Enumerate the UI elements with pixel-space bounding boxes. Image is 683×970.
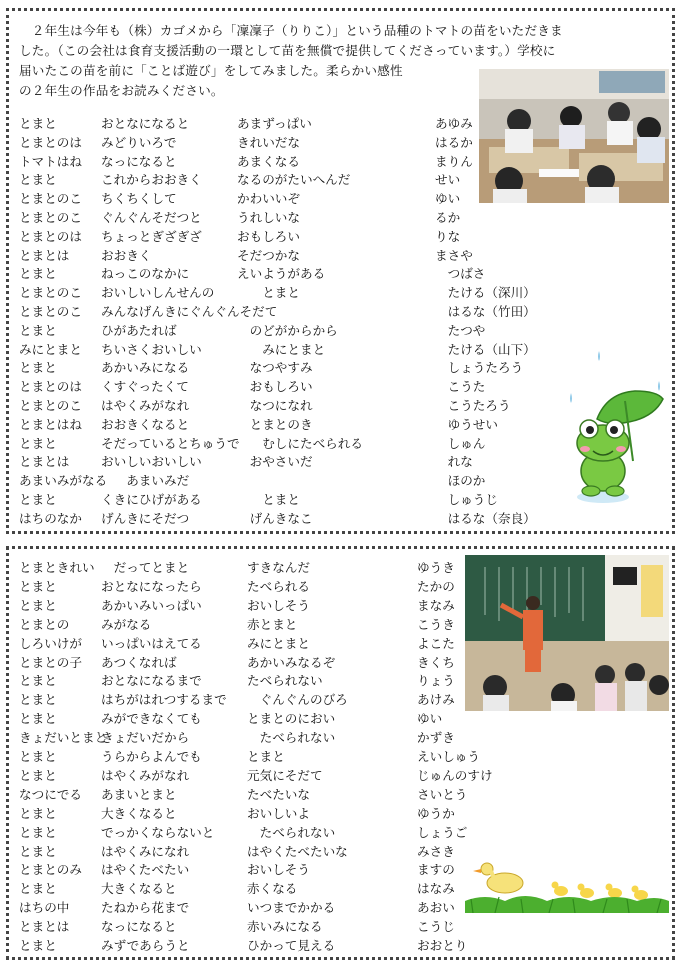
poem-line-1: きょだいとまと	[19, 730, 108, 746]
poem-line-2: なっになると	[101, 153, 177, 169]
poem-line-1: なつにでる	[19, 786, 82, 802]
poem-line-1: とまと	[19, 767, 57, 783]
poem-line-3: とまと	[237, 285, 300, 301]
poem-line-2: だってとまと	[101, 560, 190, 575]
intro-line: 届いたこの苗を前に「ことば遊び」をしてみました。柔らかい感性	[19, 63, 403, 78]
poem-line-2: あまいとまと	[101, 786, 177, 802]
poem-author: りな	[435, 228, 461, 244]
poem-author: ゆい	[417, 711, 443, 727]
poem-line-2: おおきく	[101, 247, 152, 263]
poem-line-1: とまとのみ	[19, 862, 82, 878]
poem-author: りょう	[417, 673, 455, 689]
poem-line-1: とまとはね	[19, 416, 82, 432]
poem-line-3: たべられる	[247, 578, 310, 594]
poem-line-3: とまと	[247, 749, 285, 764]
poem-line-1: とまとの	[19, 616, 70, 632]
poem-line-3: ひかって見える	[247, 938, 336, 953]
poem-line-1: とまとのは	[19, 134, 82, 150]
poem-line-1: とまとのこ	[19, 285, 82, 301]
poem-author: しゅん	[435, 435, 486, 451]
poem-author: はるな（奈良）	[435, 510, 536, 526]
poem-line-3: おいしそう	[247, 862, 310, 878]
poem-line-1: とまと	[19, 322, 57, 338]
poem-line-3: おもしろい	[237, 379, 313, 395]
poem-author: あゆみ	[435, 116, 473, 131]
poem-line-3: うれしいな	[237, 210, 300, 225]
poem-line-2: ねっこのなかに	[101, 266, 190, 282]
poem-line-2: はやくみがなれ	[101, 398, 190, 413]
poem-line-2: みずであらうと	[101, 938, 190, 953]
poem-author: おおとり	[417, 938, 468, 953]
poem-line-1: とまとのこ	[19, 210, 82, 225]
poem-line-2: 大きくなると	[101, 881, 177, 897]
poem-author: たける（深川）	[435, 285, 536, 301]
poem-author: ゆうか	[417, 805, 455, 821]
poem-author: しゅうじ	[435, 492, 498, 507]
poem-line-2: おとなになったら	[101, 578, 202, 594]
poem-line-2: たねから花まで	[101, 900, 190, 916]
poem-line-3: ぐんぐんのびろ	[247, 692, 348, 708]
poem-line-1: とまと	[19, 805, 57, 821]
ducks-illustration	[465, 855, 669, 913]
poem-line-3: すきなんだ	[247, 560, 310, 575]
poem-author: まなみ	[417, 597, 455, 613]
poem-line-3: たべたいな	[247, 786, 310, 802]
poem-line-2: みがなる	[101, 616, 152, 632]
poem-line-1: とまと	[19, 824, 57, 840]
poem-line-2: はやくたべたい	[101, 862, 190, 878]
poem-line-2: おおきくなると	[101, 416, 190, 432]
poem-line-1: とまとのこ	[19, 191, 82, 207]
poem-line-1: とまとは	[19, 454, 70, 470]
poem-line-3: あまくなる	[237, 153, 300, 169]
poem-line-3: げんきなこ	[237, 510, 313, 526]
poem-line-1: とまと	[19, 172, 57, 188]
poem-line-3: あまずっぱい	[237, 116, 312, 131]
poem-line-1: とまとのこ	[19, 398, 82, 413]
poem-line-3: たべられない	[247, 730, 336, 746]
poem-author: ゆうき	[417, 560, 455, 575]
poem-author: しょうたろう	[435, 360, 524, 376]
poem-line-3: たべられない	[247, 673, 323, 689]
poem-line-2: ちいさくおいしい	[101, 341, 202, 357]
poem-line-1: とまとのは	[19, 228, 82, 244]
poem-line-1: はちの中	[19, 900, 70, 916]
poem-line-2: うらからよんでも	[101, 749, 202, 764]
poem-line-3: そだつかな	[237, 247, 300, 263]
poem-panel-2	[6, 546, 675, 960]
poem-panel-1	[6, 8, 675, 534]
poem-line-2: ちょっとぎざぎざ	[101, 228, 202, 244]
poem-line-1: とまと	[19, 492, 57, 507]
poem-line-2: でっかくならないと	[101, 824, 215, 840]
poem-author: あけみ	[417, 692, 455, 708]
poem-line-3: むしにたべられる	[237, 435, 363, 451]
poem-line-2: これからおおきく	[101, 172, 202, 188]
poem-line-2: ひがあたれば	[101, 322, 177, 338]
poem-line-2: みができなくても	[101, 711, 202, 727]
poem-line-2: ちくちくして	[101, 191, 177, 207]
poem-line-3: はやくたべたいな	[247, 843, 348, 859]
poem-line-2: はやくみになれ	[101, 843, 190, 859]
poem-line-1: とまと	[19, 692, 57, 708]
poem-line-2: ぐんぐんそだつと	[101, 210, 202, 225]
poem-line-1: とまと	[19, 711, 57, 727]
poem-author: はなみ	[417, 881, 455, 897]
poem-author: さいとう	[417, 786, 468, 802]
poem-line-2: きょだいだから	[101, 730, 190, 746]
poem-line-3: 元気にそだて	[247, 767, 323, 783]
poem-line-2: 大きくなると	[101, 805, 177, 821]
poem-line-3: あかいみなるぞ	[247, 654, 336, 670]
poem-line-3: みにとまと	[237, 341, 326, 357]
poem-author: みさき	[417, 843, 455, 859]
poem-line-1: とまと	[19, 673, 57, 689]
poem-line-1: とまと	[19, 881, 57, 897]
poem-line-3: おいしそう	[247, 597, 310, 613]
poem-line-2: あまいみだ	[101, 473, 190, 489]
poem-author: たつや	[435, 322, 486, 338]
poem-author: こうた	[435, 379, 486, 395]
poem-line-3: おもしろい	[237, 228, 300, 244]
poem-line-3: なつになれ	[237, 398, 313, 413]
poem-line-2: はやくみがなれ	[101, 767, 190, 783]
poem-author: あおい	[417, 900, 455, 916]
poem-author: たかの	[417, 578, 455, 594]
poem-line-2: いっぱいはえてる	[101, 635, 202, 651]
poem-line-2: くすぐったくて	[101, 379, 189, 395]
poem-author: はるか	[435, 134, 473, 150]
poem-author: しょうご	[417, 824, 468, 840]
poem-author: ほのか	[435, 473, 486, 489]
poem-line-3: とまとのにおい	[247, 711, 336, 727]
frog-illustration	[559, 341, 669, 511]
poem-author: つばさ	[435, 266, 486, 282]
poem-line-1: とまと	[19, 938, 57, 953]
poem-author: こうき	[417, 616, 455, 632]
poem-line-2: げんきにそだつ	[101, 510, 190, 526]
poem-author: こうたろう	[435, 398, 511, 413]
poem-line-2: なっになると	[101, 919, 177, 935]
poem-author: たける（山下）	[435, 341, 536, 357]
teacher-photo	[465, 555, 669, 711]
poem-line-3: かわいいぞ	[237, 191, 300, 207]
poem-line-1: とまと	[19, 597, 57, 613]
poem-line-2: みどりいろで	[101, 134, 177, 150]
poem-author: ゆい	[435, 191, 461, 207]
poem-line-3: おやさいだ	[237, 454, 313, 470]
poem-line-1: あまいみがなる	[19, 473, 108, 489]
poem-line-3: みにとまと	[247, 635, 310, 651]
poem-line-3: とまとのき	[237, 416, 313, 432]
poem-line-1: しろいけが	[19, 635, 82, 651]
poem-line-3: のどがからから	[237, 322, 338, 338]
poem-line-3: きれいだな	[237, 134, 300, 150]
poem-line-1: とまとは	[19, 919, 70, 935]
poem-line-2: そだっているとちゅうで	[101, 435, 240, 451]
poem-line-3: なつやすみ	[237, 360, 313, 376]
poem-line-2: あかいみいっぱい	[101, 597, 202, 613]
poem-line-1: とまと	[19, 116, 57, 131]
poem-line-1: とまとのは	[19, 379, 82, 395]
poem-line-3: 赤いみになる	[247, 919, 323, 935]
poem-line-2: みんなげんきにぐんぐんそだて	[101, 304, 278, 319]
poem-line-3: おいしいよ	[247, 805, 310, 821]
poem-line-1: とまと	[19, 266, 57, 282]
poem-line-1: みにとまと	[19, 341, 82, 357]
poem-author: せい	[435, 172, 461, 188]
poem-line-3: とまと	[237, 492, 300, 507]
poem-line-2: おとなになると	[101, 116, 190, 131]
poem-author: まりん	[435, 153, 473, 169]
poem-line-1: とまとは	[19, 247, 70, 263]
poem-line-1: とまとのこ	[19, 304, 82, 319]
poem-line-3: いつまでかかる	[247, 900, 336, 916]
poem-author: きくち	[417, 654, 455, 670]
poem-line-3: たべられない	[247, 824, 336, 840]
poem-line-2: あつくなれば	[101, 654, 177, 670]
poem-line-2: おとなになるまで	[101, 673, 202, 689]
poem-line-1: トマトはね	[19, 153, 82, 169]
intro-line: した。（この会社は食育支援活動の一環として苗を無償で提供してくださっています。）学校に	[19, 43, 556, 58]
poem-line-2: はちがはれつするまで	[101, 692, 227, 708]
classroom-photo	[479, 69, 669, 203]
poem-author: はるな（竹田）	[435, 304, 536, 319]
poem-line-1: とまと	[19, 749, 57, 764]
poem-line-2: おいしいおいしい	[101, 454, 202, 470]
poem-line-1: とまと	[19, 435, 57, 451]
poem-line-3: なるのがたいへんだ	[237, 172, 351, 188]
poem-line-1: とまと	[19, 360, 57, 376]
poem-line-2: おいしいしんせんの	[101, 285, 215, 301]
poem-line-3: 赤とまと	[247, 616, 298, 632]
poem-author: かずき	[417, 730, 455, 746]
poem-author: るか	[435, 210, 461, 225]
poem-author: ますの	[417, 862, 455, 878]
poem-line-1: とまときれい	[19, 560, 95, 575]
intro-line: の２年生の作品をお読みください。	[19, 83, 224, 98]
poem-line-1: とまと	[19, 578, 57, 594]
poem-line-2: くきにひげがある	[101, 492, 202, 507]
poem-author: よこた	[417, 635, 455, 651]
poem-line-3: えいようがある	[237, 266, 326, 282]
intro-line: ２年生は今年も（株）カゴメから「凜凜子（りりこ）」という品種のトマトの苗をいただきま	[19, 23, 563, 38]
poem-line-1: とまと	[19, 843, 57, 859]
poem-line-3: 赤くなる	[247, 881, 298, 897]
poem-author: じゅんのすけ	[417, 767, 493, 783]
poem-author: ゆうせい	[435, 416, 498, 432]
poem-line-1: とまとの子	[19, 654, 82, 670]
poem-line-1: はちのなか	[19, 510, 82, 526]
poem-author: れな	[435, 454, 473, 470]
poem-author: えいしゅう	[417, 749, 480, 764]
poem-author: こうじ	[417, 919, 455, 935]
poem-line-2: あかいみになる	[101, 360, 190, 376]
poem-author: まさや	[435, 247, 473, 263]
